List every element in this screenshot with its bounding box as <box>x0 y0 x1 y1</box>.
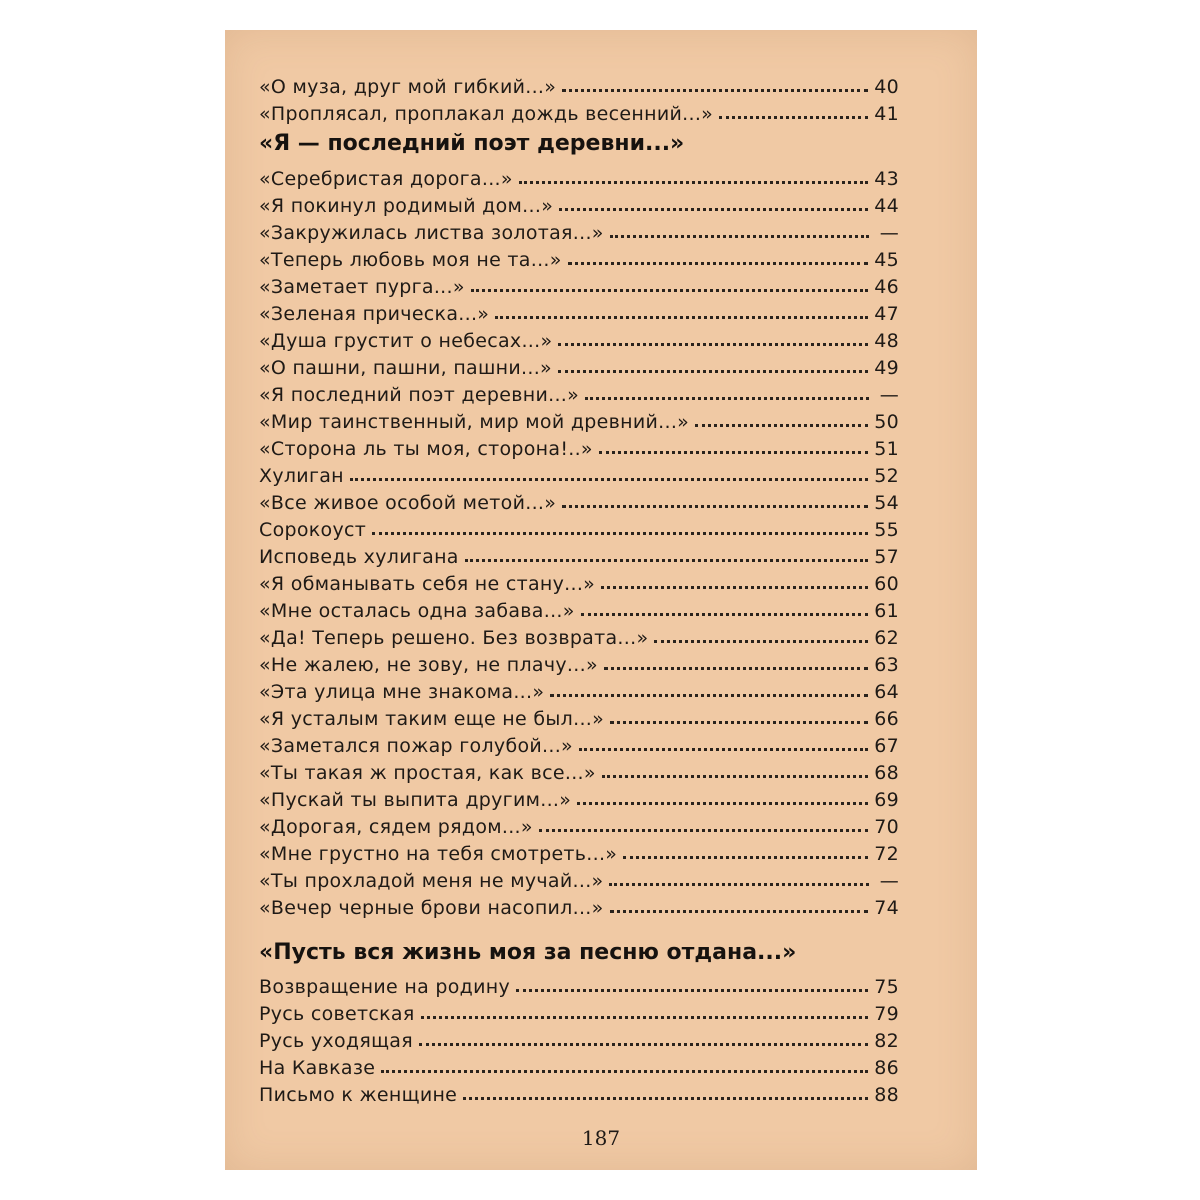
entry-page: 68 <box>874 762 899 784</box>
toc-entry <box>259 702 899 730</box>
entry-page: 57 <box>874 546 899 568</box>
entry-page: 43 <box>874 168 899 190</box>
book-page <box>225 30 977 1170</box>
entry-title: «Заметался пожар голубой...» <box>259 735 573 757</box>
dot-leader <box>465 559 868 562</box>
entry-title: «Заметает пурга...» <box>259 276 465 298</box>
toc-entry <box>259 756 899 784</box>
entry-title: «Пускай ты выпита другим...» <box>259 789 572 811</box>
entry-page: 52 <box>874 465 899 487</box>
entry-title: «Мне осталась одна забава...» <box>259 600 575 622</box>
dot-leader <box>519 181 868 184</box>
entry-page: 70 <box>874 816 899 838</box>
dot-leader <box>601 586 868 589</box>
toc-entry <box>259 297 899 325</box>
toc-entry <box>259 324 899 352</box>
dot-leader <box>654 640 868 643</box>
dot-leader <box>577 802 868 805</box>
entry-page: — <box>879 222 899 244</box>
entry-title: «Теперь любовь моя не та...» <box>259 249 562 271</box>
toc-entry <box>259 243 899 271</box>
entry-page: 41 <box>874 103 899 125</box>
dot-leader <box>558 343 868 346</box>
entry-page: 61 <box>874 600 899 622</box>
entry-title: «Дорогая, сядем рядом...» <box>259 816 533 838</box>
entry-title: «Я усталым таким еще не был...» <box>259 708 605 730</box>
entry-page: 48 <box>874 330 899 352</box>
entry-page: 79 <box>874 1003 899 1025</box>
entry-page: 50 <box>874 411 899 433</box>
dot-leader <box>579 748 868 751</box>
entry-page: 40 <box>874 76 899 98</box>
toc-entry <box>259 648 899 676</box>
entry-title: Русь советская <box>259 1003 415 1025</box>
dot-leader <box>419 1043 868 1046</box>
toc-entry <box>259 567 899 595</box>
entry-page: 46 <box>874 276 899 298</box>
entry-page: 49 <box>874 357 899 379</box>
dot-leader <box>562 89 868 92</box>
dot-leader <box>471 289 868 292</box>
dot-leader <box>421 1016 869 1019</box>
entry-title: «Вечер черные брови насопил...» <box>259 897 604 919</box>
entry-page: 72 <box>874 843 899 865</box>
entry-title: «Зеленая прическа...» <box>259 303 490 325</box>
dot-leader <box>568 262 869 265</box>
entry-title: «Проплясал, проплакал дождь весенний...» <box>259 103 714 125</box>
toc-entry <box>259 459 899 487</box>
dot-leader <box>610 721 868 724</box>
entry-page: 64 <box>874 681 899 703</box>
toc-entry <box>259 970 899 998</box>
entry-title: «Я последний поэт деревни...» <box>259 384 580 406</box>
entry-title: Хулиган <box>259 465 344 487</box>
entry-title: «Серебристая дорога...» <box>259 168 513 190</box>
entry-page: 63 <box>874 654 899 676</box>
toc-entry <box>259 891 899 919</box>
entry-title: «Сторона ль ты моя, сторона!..» <box>259 438 593 460</box>
entry-title: «О пашни, пашни, пашни...» <box>259 357 552 379</box>
toc-entry <box>259 675 899 703</box>
entry-title: «Мир таинственный, мир мой древний...» <box>259 411 690 433</box>
entry-title: «Эта улица мне знакома...» <box>259 681 545 703</box>
dot-leader <box>559 208 868 211</box>
entry-page: 55 <box>874 519 899 541</box>
dot-leader <box>516 989 868 992</box>
dot-leader <box>719 116 868 119</box>
toc-entry <box>259 189 899 217</box>
dot-leader <box>609 883 869 886</box>
entry-title: Письмо к женщине <box>259 1084 458 1106</box>
entry-page: 44 <box>874 195 899 217</box>
entry-page: 51 <box>874 438 899 460</box>
toc-entry <box>259 729 899 757</box>
dot-leader <box>463 1097 868 1100</box>
toc-entry <box>259 864 899 892</box>
dot-leader <box>599 451 868 454</box>
entry-title: Сорокоуст <box>259 519 367 541</box>
toc-entry <box>259 97 899 125</box>
dot-leader <box>581 613 869 616</box>
entry-title: Возвращение на родину <box>259 976 510 998</box>
entry-page: 86 <box>874 1057 899 1079</box>
entry-title: «Я обманывать себя не стану...» <box>259 573 596 595</box>
entry-page: — <box>879 384 899 406</box>
entry-title: «Я покинул родимый дом...» <box>259 195 554 217</box>
toc-entry <box>259 997 899 1025</box>
toc-entry <box>259 1078 899 1106</box>
entry-title: «Ты прохладой меня не мучай...» <box>259 870 604 892</box>
dot-leader <box>585 397 869 400</box>
toc-entry <box>259 486 899 514</box>
entry-page: 88 <box>874 1084 899 1106</box>
entry-page: 74 <box>874 897 899 919</box>
dot-leader <box>381 1070 868 1073</box>
dot-leader <box>695 424 868 427</box>
entry-title: «Не жалею, не зову, не плачу...» <box>259 654 598 676</box>
dot-leader <box>610 235 869 238</box>
dot-leader <box>602 775 868 778</box>
section-heading: «Пусть вся жизнь моя за песню отдана...» <box>259 940 797 965</box>
toc-entry <box>259 837 899 865</box>
toc-entry <box>259 540 899 568</box>
entry-page: 45 <box>874 249 899 271</box>
entry-title: «Все живое особой метой...» <box>259 492 557 514</box>
entry-page: — <box>879 870 899 892</box>
toc-entry <box>259 621 899 649</box>
toc-entry <box>259 432 899 460</box>
entry-page: 69 <box>874 789 899 811</box>
entry-page: 62 <box>874 627 899 649</box>
entry-title: На Кавказе <box>259 1057 376 1079</box>
entry-page: 47 <box>874 303 899 325</box>
toc-entry <box>259 1024 899 1052</box>
dot-leader <box>495 316 868 319</box>
entry-page: 75 <box>874 976 899 998</box>
dot-leader <box>550 694 868 697</box>
toc-entry <box>259 1051 899 1079</box>
toc-entry <box>259 162 899 190</box>
entry-title: «Душа грустит о небесах...» <box>259 330 553 352</box>
dot-leader <box>372 532 868 535</box>
entry-page: 67 <box>874 735 899 757</box>
entry-title: «Ты такая ж простая, как все...» <box>259 762 596 784</box>
dot-leader <box>350 478 868 481</box>
toc-entry <box>259 405 899 433</box>
toc-entry <box>259 270 899 298</box>
toc-entry <box>259 216 899 244</box>
toc-entry <box>259 513 899 541</box>
dot-leader <box>562 505 868 508</box>
entry-page: 82 <box>874 1030 899 1052</box>
dot-leader <box>539 829 868 832</box>
page-number: 187 <box>581 1126 621 1150</box>
entry-title: Русь уходящая <box>259 1030 413 1052</box>
toc-entry <box>259 351 899 379</box>
dot-leader <box>610 910 869 913</box>
entry-title: «О муза, друг мой гибкий...» <box>259 76 557 98</box>
entry-title: «Мне грустно на тебя смотреть...» <box>259 843 618 865</box>
entry-page: 54 <box>874 492 899 514</box>
entry-page: 66 <box>874 708 899 730</box>
toc-entry <box>259 378 899 406</box>
toc-entry <box>259 70 899 98</box>
entry-title: «Закружилась листва золотая...» <box>259 222 604 244</box>
dot-leader <box>558 370 868 373</box>
entry-title: «Да! Теперь решено. Без возврата...» <box>259 627 649 649</box>
entry-page: 60 <box>874 573 899 595</box>
entry-title: Исповедь хулигана <box>259 546 459 568</box>
section-heading: «Я — последний поэт деревни...» <box>259 131 685 156</box>
toc-entry <box>259 783 899 811</box>
dot-leader <box>623 856 868 859</box>
toc-entry <box>259 810 899 838</box>
dot-leader <box>604 667 868 670</box>
toc-entry <box>259 594 899 622</box>
